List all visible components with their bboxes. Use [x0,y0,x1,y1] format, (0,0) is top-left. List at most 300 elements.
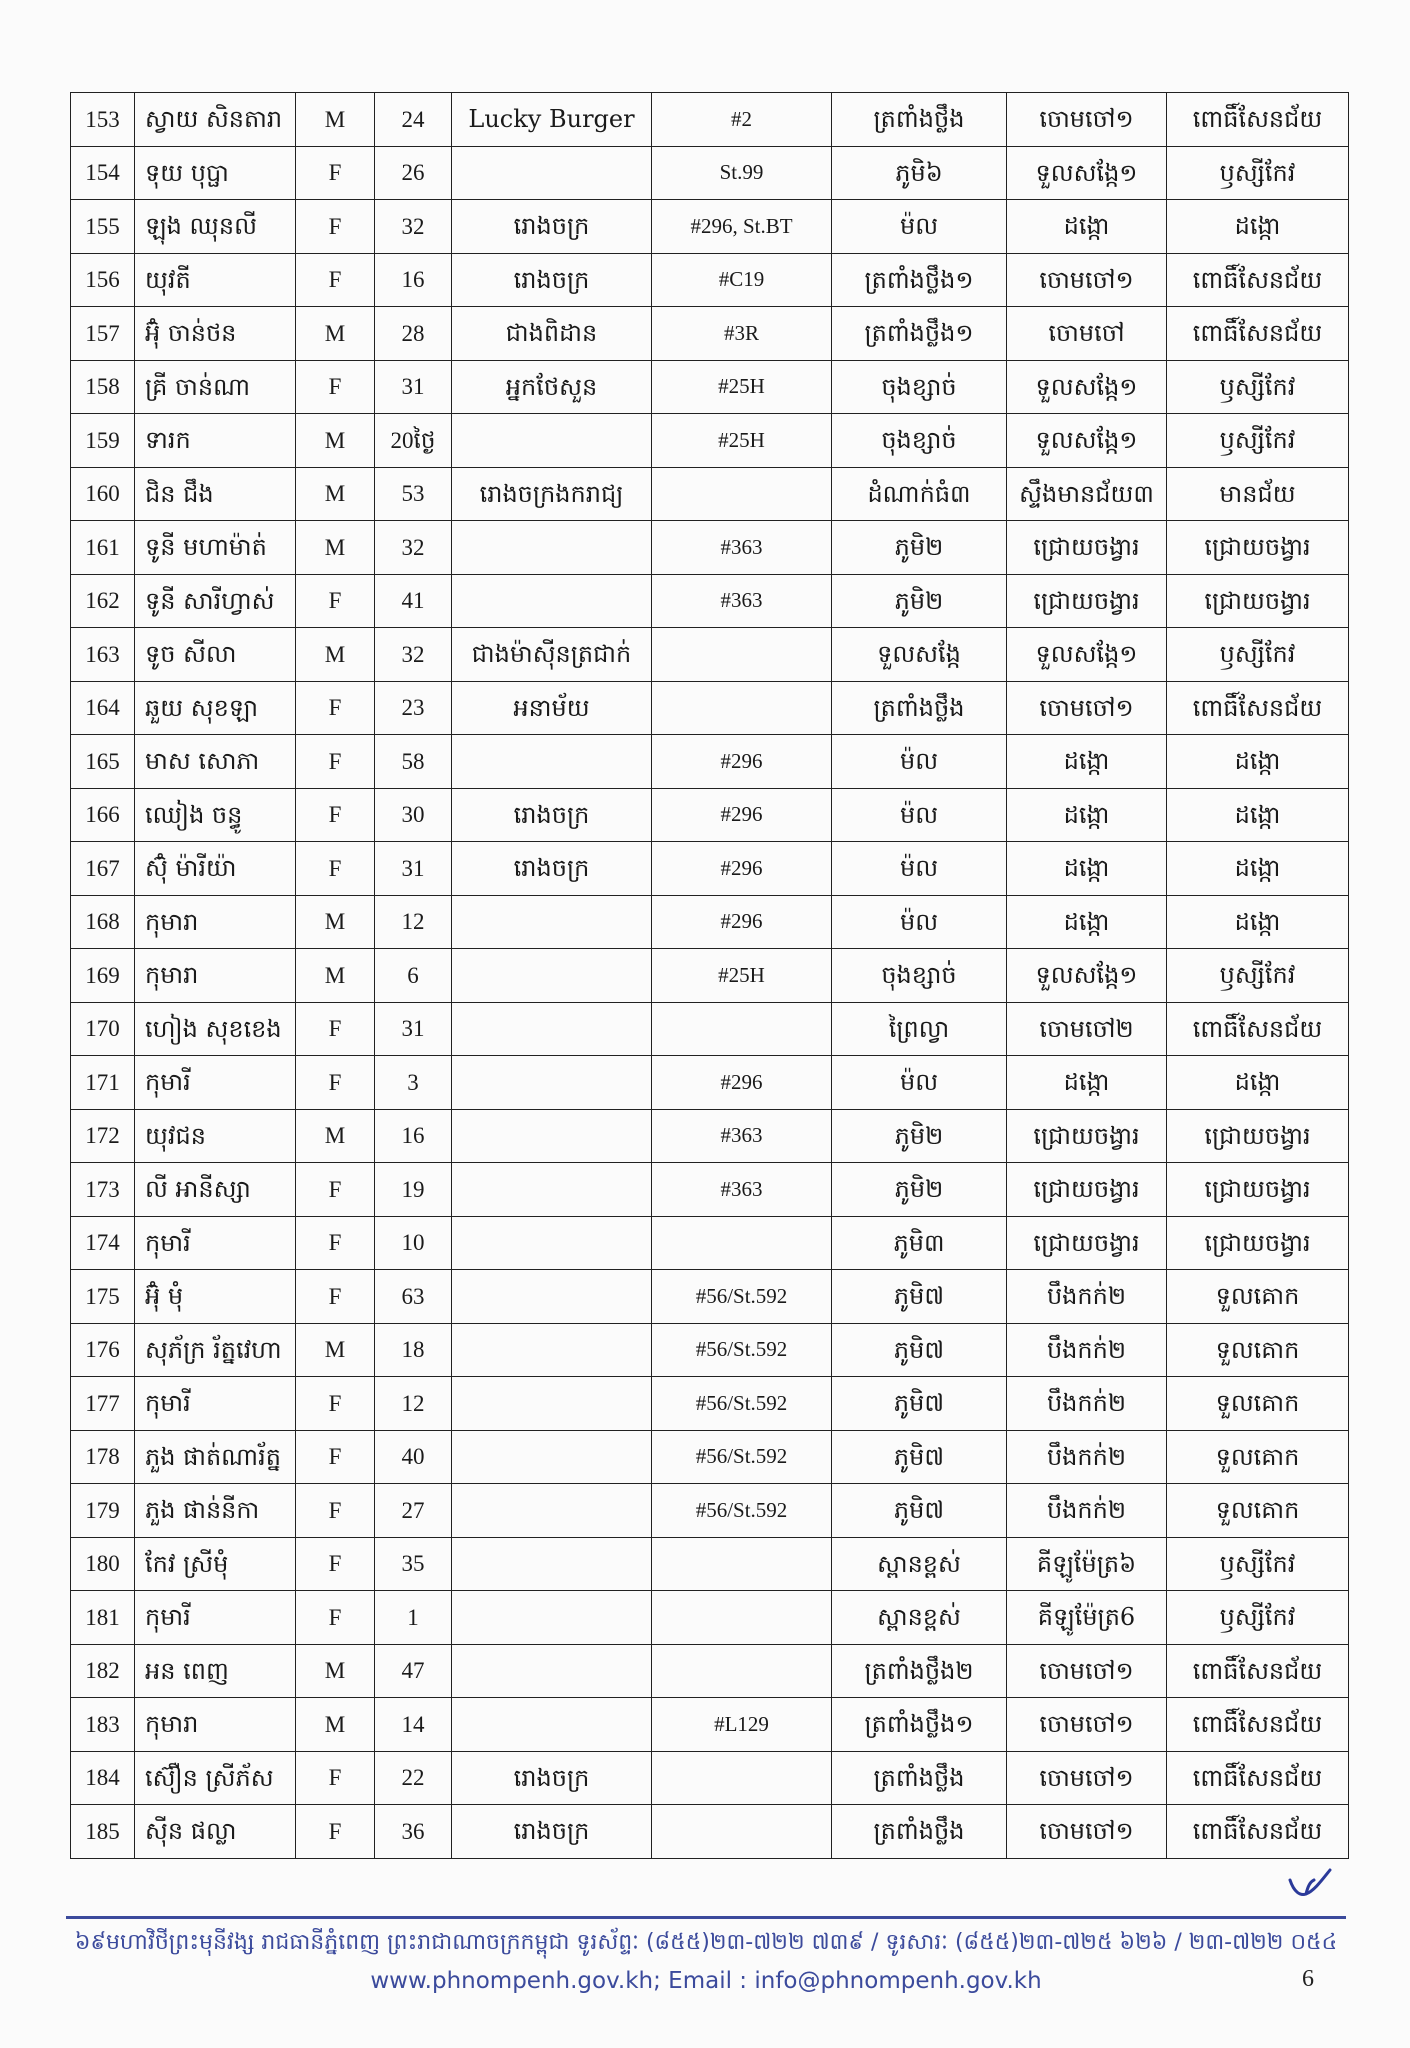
cell-number: 154 [71,146,135,200]
cell-number: 161 [71,521,135,575]
cell-commune: ជ្រោយចង្វារ [1007,521,1167,575]
cell-number: 171 [71,1056,135,1110]
cell-sex: M [296,93,375,147]
cell-house-number: #C19 [652,253,832,307]
cell-name: គ្រី ចាន់ណា [135,360,296,414]
cell-age: 30 [375,788,452,842]
table-body [71,93,1349,1859]
cell-sex: F [296,1537,375,1591]
cell-workplace: អ្នកថែសួន [452,360,652,414]
cell-workplace [452,1484,652,1538]
cell-house-number: #296, St.BT [652,200,832,254]
cell-age: 31 [375,842,452,896]
cell-number: 174 [71,1216,135,1270]
cell-village: ស្ពានខ្ពស់ [832,1537,1007,1591]
cell-sex: F [296,360,375,414]
cell-house-number: #56/St.592 [652,1377,832,1431]
cell-district: ឫស្សីកែវ [1167,949,1349,1003]
cell-workplace [452,1591,652,1645]
cell-commune: ជ្រោយចង្វារ [1007,1163,1167,1217]
cell-number: 177 [71,1377,135,1431]
cell-workplace: អនាម័យ [452,681,652,735]
cell-district: ពោធិ៍សែនជ័យ [1167,93,1349,147]
cell-number: 167 [71,842,135,896]
page-number: 6 [1302,1966,1314,1992]
cell-village: ម៉ល [832,1056,1007,1110]
cell-commune: បឹងកក់២ [1007,1323,1167,1377]
cell-village: ដំណាក់ធំ៣ [832,467,1007,521]
cell-age: 36 [375,1805,452,1859]
cell-sex: M [296,1644,375,1698]
cell-district: ឫស្សីកែវ [1167,1591,1349,1645]
cell-name: ទូនី សារីហ្វាស់ [135,574,296,628]
cell-sex: F [296,1484,375,1538]
cell-commune: បឹងកក់២ [1007,1377,1167,1431]
cell-village: ត្រពាំងថ្លឹង២ [832,1644,1007,1698]
cell-sex: F [296,1056,375,1110]
cell-workplace: រោងចក្រ [452,253,652,307]
cell-district: ជ្រោយចង្វារ [1167,1163,1349,1217]
table-row [71,1216,1349,1270]
cell-name: លី អានីស្សា [135,1163,296,1217]
cell-village: ម៉ល [832,788,1007,842]
cell-house-number: #296 [652,735,832,789]
cell-house-number: #296 [652,895,832,949]
table-row [71,200,1349,254]
cell-age: 31 [375,360,452,414]
cell-workplace [452,1430,652,1484]
cell-number: 166 [71,788,135,842]
cell-district: ជ្រោយចង្វារ [1167,1109,1349,1163]
table-row [71,949,1349,1003]
cell-age: 41 [375,574,452,628]
cell-age: 32 [375,521,452,575]
table-row [71,521,1349,575]
cell-age: 19 [375,1163,452,1217]
cell-age: 27 [375,1484,452,1538]
cell-district: ពោធិ៍សែនជ័យ [1167,1751,1349,1805]
cell-age: 3 [375,1056,452,1110]
cell-sex: M [296,895,375,949]
cell-workplace [452,414,652,468]
cell-house-number: #25H [652,949,832,1003]
cell-district: ឫស្សីកែវ [1167,146,1349,200]
table-row [71,1805,1349,1859]
cell-number: 170 [71,1002,135,1056]
cell-number: 165 [71,735,135,789]
cell-commune: ជ្រោយចង្វារ [1007,1109,1167,1163]
cell-sex: M [296,949,375,1003]
cell-house-number [652,628,832,682]
cell-commune: បឹងកក់២ [1007,1270,1167,1324]
cell-name: ជិន ជឹង [135,467,296,521]
cell-name: ឡុង ឈុនលី [135,200,296,254]
cell-house-number: #363 [652,1163,832,1217]
cell-district: ដង្កោ [1167,1056,1349,1110]
cell-commune: ចោមចៅ១ [1007,1644,1167,1698]
cell-workplace: រោងចក្រ [452,1751,652,1805]
cell-number: 176 [71,1323,135,1377]
cell-commune: ទួលសង្កែ១ [1007,949,1167,1003]
cell-workplace: ជាងពិដាន [452,307,652,361]
cell-sex: F [296,253,375,307]
cell-district: ទួលគោក [1167,1323,1349,1377]
cell-name: មាស សោភា [135,735,296,789]
table-row [71,842,1349,896]
table-row [71,1056,1349,1110]
cell-name: ស៊ីន ផល្លា [135,1805,296,1859]
cell-sex: F [296,1751,375,1805]
cell-house-number [652,1644,832,1698]
cell-workplace [452,1056,652,1110]
cell-district: ជ្រោយចង្វារ [1167,574,1349,628]
cell-commune: ចោមចៅ១ [1007,1805,1167,1859]
cell-age: 26 [375,146,452,200]
cell-number: 185 [71,1805,135,1859]
cell-district: ពោធិ៍សែនជ័យ [1167,1805,1349,1859]
footer-web-email: www.phnompenh.gov.kh; Email : info@phnompenh.gov.kh [370,1968,1042,1994]
cell-house-number: #363 [652,1109,832,1163]
cell-house-number: #25H [652,360,832,414]
cell-number: 168 [71,895,135,949]
cell-village: ភូមិ២ [832,574,1007,628]
cell-commune: គីឡូម៉ែត្រ៦ [1007,1537,1167,1591]
table-row [71,788,1349,842]
cell-village: ត្រពាំងថ្លឹង១ [832,307,1007,361]
cell-workplace [452,1216,652,1270]
cell-age: 12 [375,895,452,949]
cell-village: ត្រពាំងថ្លឹង [832,1805,1007,1859]
table-row [71,1377,1349,1431]
cell-district: មានជ័យ [1167,467,1349,521]
cell-name: សុភ័ក្រ រ័ត្នវេហា [135,1323,296,1377]
table-row [71,1163,1349,1217]
cell-name: ឆួយ សុខឡា [135,681,296,735]
cell-workplace [452,1377,652,1431]
cell-house-number [652,1216,832,1270]
cell-age: 16 [375,253,452,307]
cell-number: 175 [71,1270,135,1324]
cell-commune: ជ្រោយចង្វារ [1007,1216,1167,1270]
cell-village: ត្រពាំងថ្លឹង [832,93,1007,147]
cell-name: ទុយ បុប្ផា [135,146,296,200]
table-row [71,1484,1349,1538]
cell-sex: F [296,681,375,735]
footer-address: ៦៩មហាវិថីព្រះមុនីវង្ស រាជធានីភ្នំពេញ ព្រះរាជាណាចក្រកម្ពុជា ទូរស័ព្ទៈ (៨៥៥)២៣-៧២២ ៧៣៩ / ទូរសារៈ (៨៥៥)២៣-៧២៥ ៦២៦ / ២៣-៧២២ ០៥៤ [74,1930,1338,1955]
footer-divider [66,1916,1346,1919]
cell-age: 47 [375,1644,452,1698]
table-row [71,1323,1349,1377]
table-row [71,681,1349,735]
cell-village: ស្ពានខ្ពស់ [832,1591,1007,1645]
patient-table [70,92,1349,1859]
cell-village: ភូមិ៧ [832,1270,1007,1324]
cell-name: កុមារា [135,949,296,1003]
cell-district: ទួលគោក [1167,1484,1349,1538]
cell-district: ទួលគោក [1167,1377,1349,1431]
cell-village: ភូមិ៧ [832,1484,1007,1538]
cell-village: ភូមិ២ [832,521,1007,575]
cell-name: ភួង ផាត់ណារ័ត្ន [135,1430,296,1484]
cell-number: 155 [71,200,135,254]
cell-age: 1 [375,1591,452,1645]
cell-sex: F [296,1430,375,1484]
cell-house-number [652,681,832,735]
cell-age: 58 [375,735,452,789]
cell-age: 35 [375,1537,452,1591]
cell-name: កុមារា [135,1698,296,1752]
cell-age: 32 [375,200,452,254]
cell-name: ទូច សីលា [135,628,296,682]
cell-name: អន ពេញ [135,1644,296,1698]
cell-village: ត្រពាំងថ្លឹង [832,1751,1007,1805]
cell-name: ហៀង សុខខេង [135,1002,296,1056]
cell-village: ភូមិ៧ [832,1377,1007,1431]
cell-village: ព្រៃល្វា [832,1002,1007,1056]
cell-number: 156 [71,253,135,307]
cell-house-number [652,1002,832,1056]
cell-name: អ៊ុំ ចាន់ថន [135,307,296,361]
cell-house-number: #56/St.592 [652,1484,832,1538]
cell-number: 181 [71,1591,135,1645]
cell-sex: F [296,1805,375,1859]
cell-district: ដង្កោ [1167,200,1349,254]
cell-number: 159 [71,414,135,468]
table-row [71,1002,1349,1056]
cell-commune: ជ្រោយចង្វារ [1007,574,1167,628]
cell-commune: ចោមចៅ១ [1007,681,1167,735]
cell-village: ត្រពាំងថ្លឹង១ [832,253,1007,307]
cell-village: ម៉ល [832,200,1007,254]
cell-commune: ចោមចៅ១ [1007,1751,1167,1805]
cell-district: ពោធិ៍សែនជ័យ [1167,681,1349,735]
cell-number: 163 [71,628,135,682]
cell-age: 6 [375,949,452,1003]
cell-number: 179 [71,1484,135,1538]
cell-village: ភូមិ៧ [832,1430,1007,1484]
cell-commune: ទួលសង្កែ១ [1007,414,1167,468]
table-row [71,1644,1349,1698]
cell-village: ទួលសង្កែ [832,628,1007,682]
cell-workplace [452,895,652,949]
cell-age: 14 [375,1698,452,1752]
cell-number: 164 [71,681,135,735]
cell-commune: ដង្កោ [1007,895,1167,949]
cell-sex: M [296,628,375,682]
cell-sex: F [296,1002,375,1056]
table-row [71,1430,1349,1484]
cell-workplace: ជាងម៉ាស៊ីនត្រជាក់ [452,628,652,682]
cell-name: ឈៀង ចន្ធូ [135,788,296,842]
cell-house-number: #56/St.592 [652,1270,832,1324]
cell-number: 153 [71,93,135,147]
cell-sex: F [296,735,375,789]
cell-house-number: #L129 [652,1698,832,1752]
cell-commune: បឹងកក់២ [1007,1484,1167,1538]
cell-number: 162 [71,574,135,628]
cell-house-number [652,1751,832,1805]
cell-sex: F [296,200,375,254]
cell-commune: ចោមចៅ១ [1007,253,1167,307]
table-row [71,1537,1349,1591]
cell-number: 160 [71,467,135,521]
cell-commune: ចោមចៅ១ [1007,1698,1167,1752]
cell-number: 180 [71,1537,135,1591]
cell-house-number: St.99 [652,146,832,200]
cell-sex: F [296,842,375,896]
cell-house-number [652,1805,832,1859]
cell-workplace: រោងចក្រ [452,1805,652,1859]
cell-village: ភូមិ២ [832,1163,1007,1217]
cell-district: ពោធិ៍សែនជ័យ [1167,307,1349,361]
table-row [71,414,1349,468]
cell-village: ភូមិ៣ [832,1216,1007,1270]
cell-age: 16 [375,1109,452,1163]
cell-house-number: #296 [652,1056,832,1110]
cell-house-number [652,467,832,521]
table-row [71,574,1349,628]
cell-name: ស្វាយ សិនតារា [135,93,296,147]
table-row [71,1270,1349,1324]
cell-commune: ទួលសង្កែ១ [1007,360,1167,414]
cell-house-number: #56/St.592 [652,1323,832,1377]
cell-age: 10 [375,1216,452,1270]
cell-sex: M [296,521,375,575]
cell-age: 24 [375,93,452,147]
cell-workplace: រោងចក្រ [452,788,652,842]
cell-house-number: #363 [652,521,832,575]
cell-district: ពោធិ៍សែនជ័យ [1167,1644,1349,1698]
cell-commune: ដង្កោ [1007,1056,1167,1110]
cell-workplace [452,574,652,628]
cell-village: ម៉ល [832,842,1007,896]
table-row [71,1109,1349,1163]
cell-sex: F [296,1377,375,1431]
cell-workplace [452,949,652,1003]
cell-sex: F [296,1216,375,1270]
cell-house-number [652,1591,832,1645]
cell-house-number: #3R [652,307,832,361]
cell-commune: ដង្កោ [1007,842,1167,896]
cell-house-number: #2 [652,93,832,147]
cell-workplace [452,1270,652,1324]
cell-village: ភូមិ២ [832,1109,1007,1163]
cell-sex: M [296,467,375,521]
cell-village: ភូមិ៦ [832,146,1007,200]
cell-commune: ទួលសង្កែ១ [1007,146,1167,200]
table-row [71,1698,1349,1752]
cell-sex: M [296,414,375,468]
cell-name: ភួង ផាន់នីកា [135,1484,296,1538]
cell-number: 158 [71,360,135,414]
cell-district: ជ្រោយចង្វារ [1167,1216,1349,1270]
cell-age: 28 [375,307,452,361]
cell-commune: ចោមចៅ [1007,307,1167,361]
cell-commune: បឹងកក់២ [1007,1430,1167,1484]
table-row [71,1591,1349,1645]
cell-number: 169 [71,949,135,1003]
cell-commune: ទួលសង្កែ១ [1007,628,1167,682]
cell-age: 22 [375,1751,452,1805]
cell-name: កុមារី [135,1056,296,1110]
cell-workplace: រោងចក្រ [452,200,652,254]
cell-workplace [452,1698,652,1752]
cell-age: 32 [375,628,452,682]
cell-workplace [452,521,652,575]
cell-village: ត្រពាំងថ្លឹង [832,681,1007,735]
cell-district: ដង្កោ [1167,842,1349,896]
cell-number: 182 [71,1644,135,1698]
cell-district: ដង្កោ [1167,895,1349,949]
cell-commune: ចោមចៅ២ [1007,1002,1167,1056]
cell-house-number: #56/St.592 [652,1430,832,1484]
cell-age: 12 [375,1377,452,1431]
cell-number: 178 [71,1430,135,1484]
cell-village: ចុងខ្សាច់ [832,949,1007,1003]
cell-workplace: រោងចក្រងករាជ្យ [452,467,652,521]
cell-sex: M [296,307,375,361]
cell-age: 63 [375,1270,452,1324]
cell-village: ចុងខ្សាច់ [832,414,1007,468]
cell-commune: គីឡូម៉ែត្រ6 [1007,1591,1167,1645]
cell-village: ត្រពាំងថ្លឹង១ [832,1698,1007,1752]
cell-sex: M [296,1109,375,1163]
cell-name: កុមារី [135,1591,296,1645]
cell-name: អ៊ុំ មុំ [135,1270,296,1324]
cell-name: កុមារា [135,895,296,949]
cell-district: ឫស្សីកែវ [1167,360,1349,414]
cell-district: ឫស្សីកែវ [1167,1537,1349,1591]
cell-number: 173 [71,1163,135,1217]
cell-district: ទួលគោក [1167,1430,1349,1484]
cell-commune: ដង្កោ [1007,200,1167,254]
cell-number: 172 [71,1109,135,1163]
cell-house-number: #363 [652,574,832,628]
table-row [71,307,1349,361]
cell-number: 184 [71,1751,135,1805]
cell-name: យុវតី [135,253,296,307]
cell-workplace: Lucky Burger [452,93,652,147]
cell-district: ពោធិ៍សែនជ័យ [1167,1002,1349,1056]
cell-district: ពោធិ៍សែនជ័យ [1167,253,1349,307]
cell-sex: M [296,1323,375,1377]
cell-district: ដង្កោ [1167,788,1349,842]
cell-village: ម៉ល [832,895,1007,949]
cell-number: 157 [71,307,135,361]
cell-number: 183 [71,1698,135,1752]
cell-sex: F [296,1591,375,1645]
cell-house-number: #296 [652,842,832,896]
cell-district: ពោធិ៍សែនជ័យ [1167,1698,1349,1752]
cell-sex: F [296,1270,375,1324]
cell-age: 53 [375,467,452,521]
table-row [71,1751,1349,1805]
cell-district: ទួលគោក [1167,1270,1349,1324]
cell-age: 20ថ្ងៃ [375,414,452,468]
table-row [71,146,1349,200]
cell-age: 23 [375,681,452,735]
cell-sex: F [296,574,375,628]
table-row [71,895,1349,949]
cell-commune: ដង្កោ [1007,735,1167,789]
cell-name: យុវជន [135,1109,296,1163]
cell-name: ស៊ុំ ម៉ារីយ៉ា [135,842,296,896]
cell-sex: F [296,788,375,842]
cell-age: 18 [375,1323,452,1377]
cell-name: ទូនី មហាម៉ាត់ [135,521,296,575]
cell-village: ម៉ល [832,735,1007,789]
cell-house-number: #25H [652,414,832,468]
